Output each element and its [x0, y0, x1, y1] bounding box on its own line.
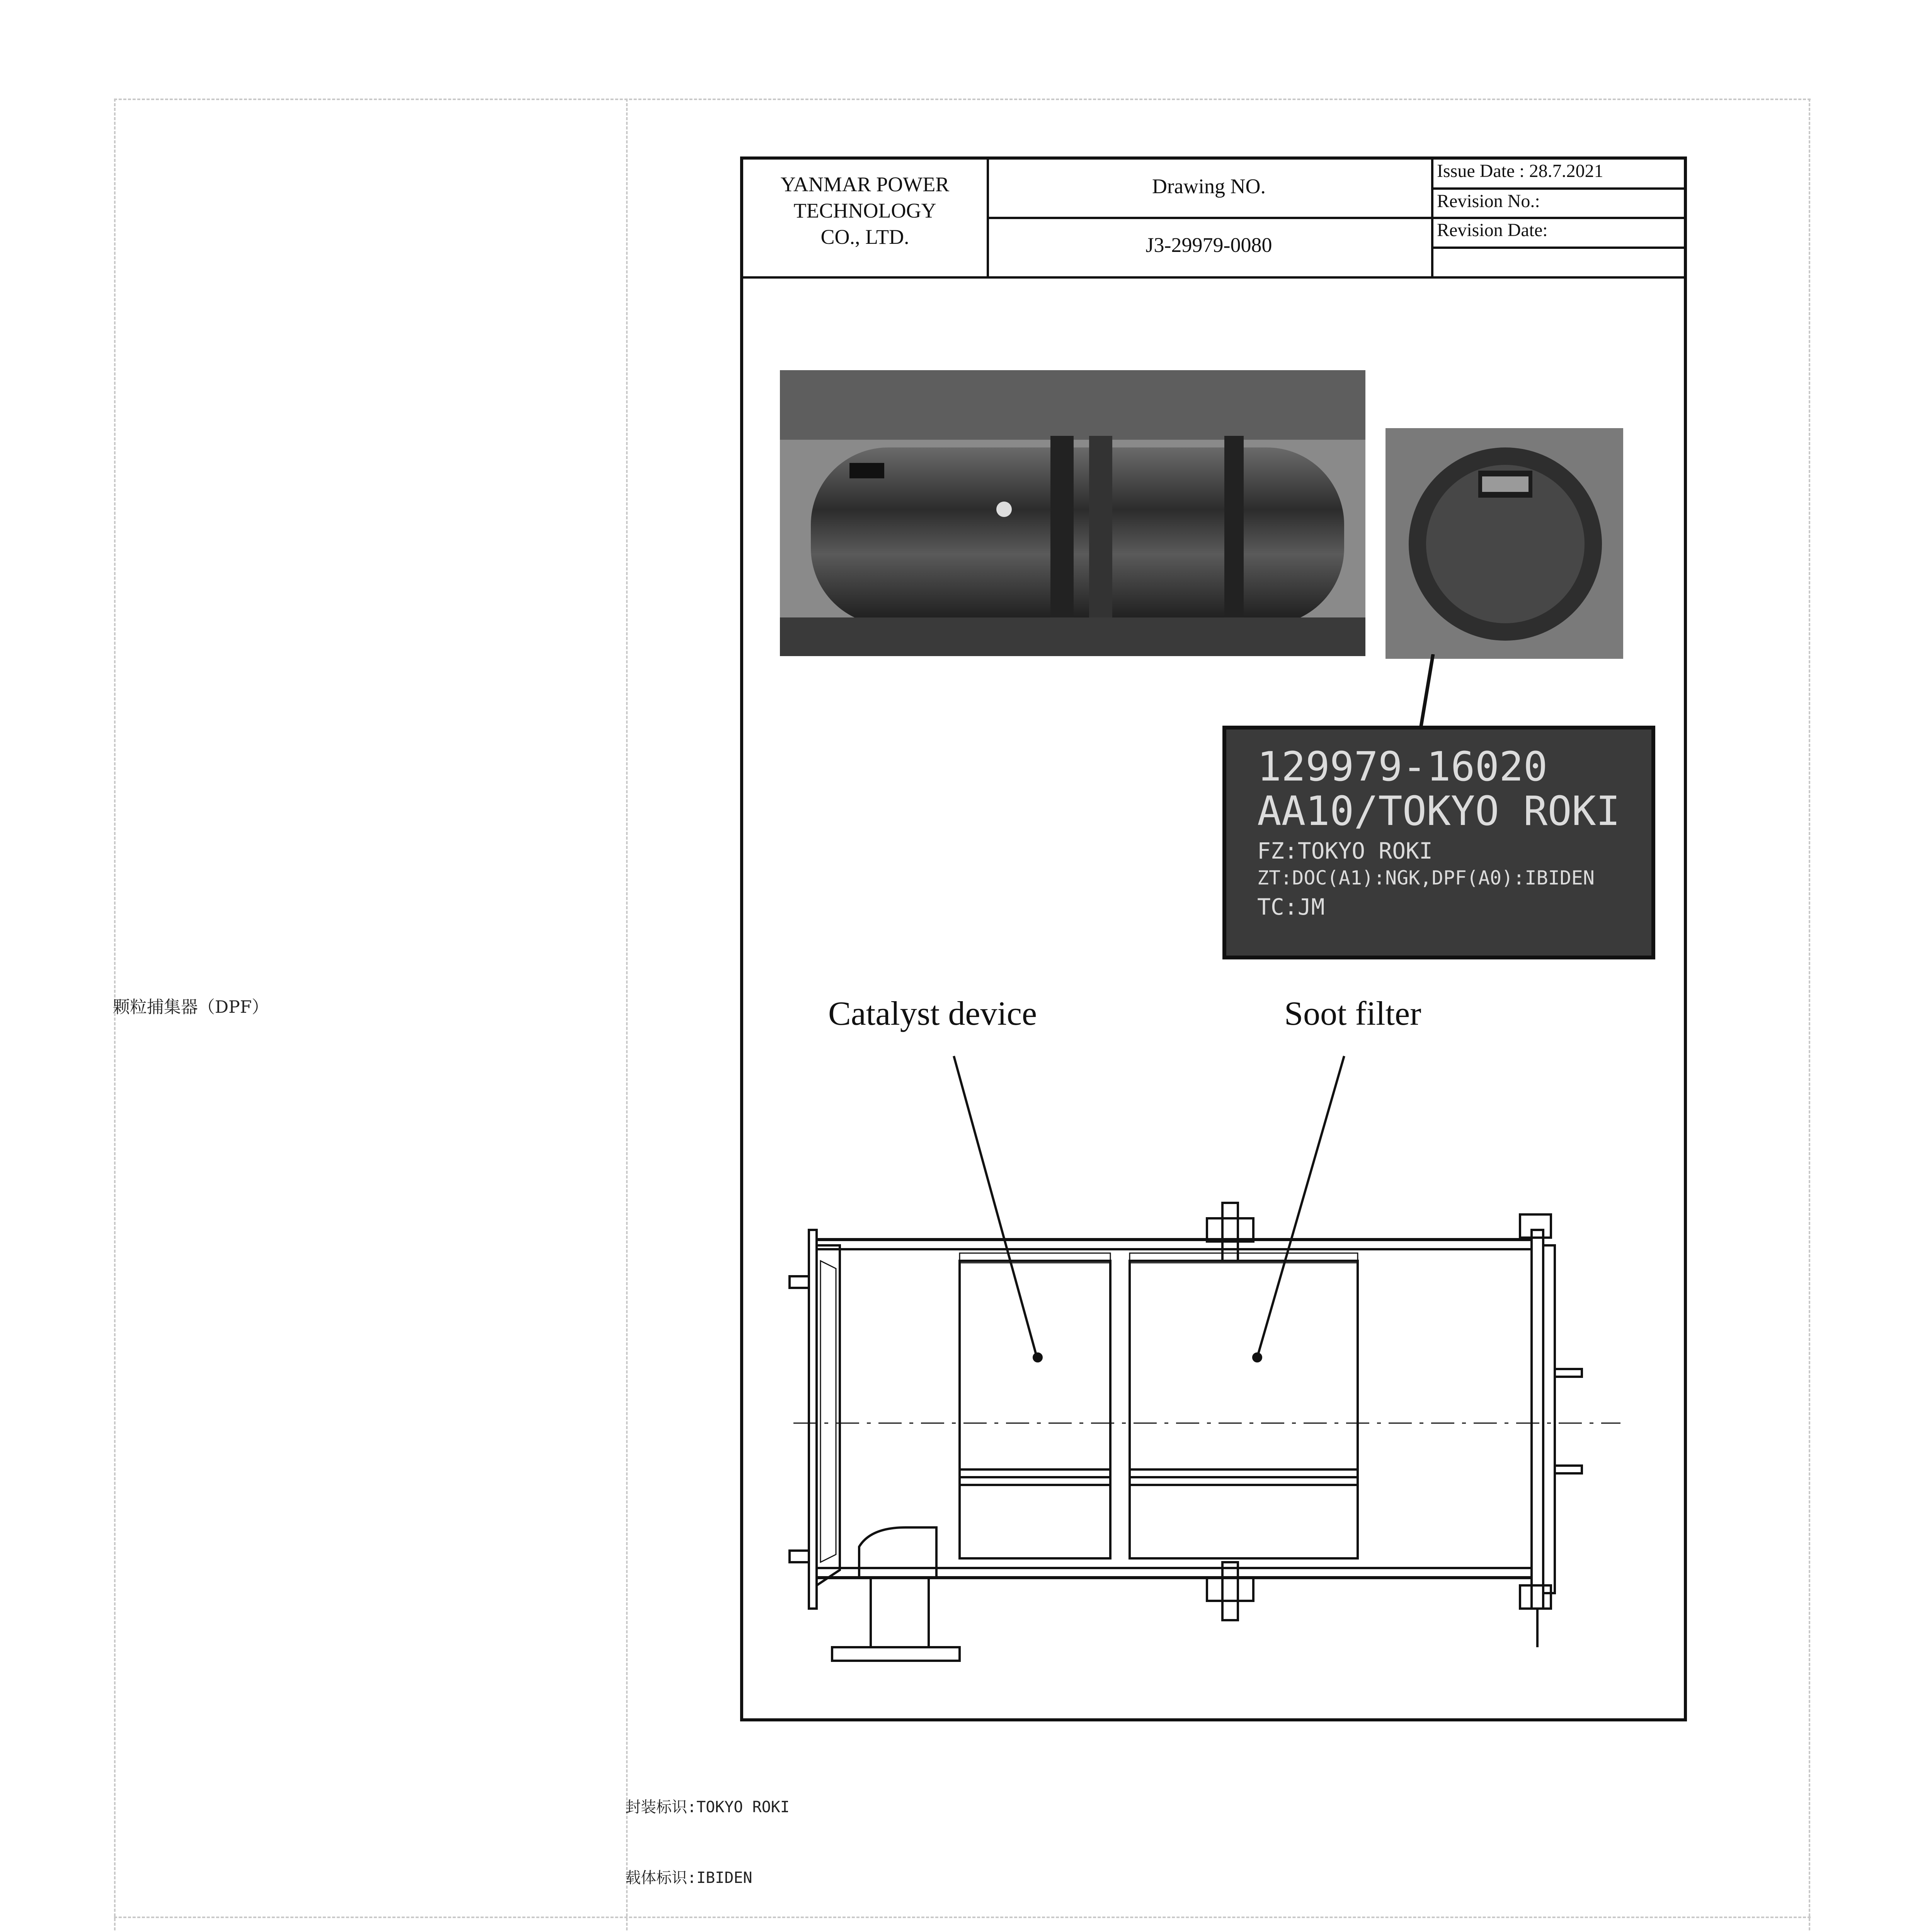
revision-no: Revision No.:	[1437, 191, 1540, 211]
dpf-photo-end	[1386, 428, 1623, 659]
table-border-right	[1809, 99, 1810, 1932]
title-block-bottom-line	[743, 276, 1684, 279]
drawing-no-label: Drawing NO.	[1152, 175, 1266, 198]
drawing-sheet	[740, 156, 1687, 1721]
catalyst-device-callout: Catalyst device	[828, 995, 1037, 1032]
company-line-3: CO., LTD.	[820, 225, 909, 248]
title-block-rev-line-2	[1431, 217, 1684, 219]
plate-line-5: TC:JM	[1257, 894, 1325, 920]
title-block-mid-line	[987, 217, 1431, 219]
table-border-top	[114, 99, 1811, 100]
company-name	[743, 171, 987, 250]
package-mark-label: 封装标识:TOKYO ROKI	[625, 1798, 790, 1816]
plate-line-4: ZT:DOC(A1):NGK,DPF(A0):IBIDEN	[1257, 867, 1595, 889]
plate-line-2: AA10/TOKYO ROKI	[1257, 787, 1620, 835]
dpf-cross-section	[743, 1029, 1684, 1725]
dpf-label: 颗粒捕集器（DPF）	[113, 997, 269, 1017]
issue-date: Issue Date : 28.7.2021	[1437, 161, 1603, 181]
dpf-photo-side	[780, 370, 1365, 656]
title-block-rev-line-3	[1431, 247, 1684, 249]
plate-line-3: FZ:TOKYO ROKI	[1257, 838, 1433, 864]
marking-plate	[1222, 726, 1655, 959]
company-line-1: YANMAR POWER	[780, 173, 950, 196]
drawing-number: J3-29979-0080	[1146, 233, 1272, 257]
table-column-divider	[626, 99, 628, 1932]
soot-filter-callout: Soot filter	[1284, 995, 1421, 1032]
plate-line-1: 129979-16020	[1257, 743, 1548, 790]
title-block-rev-line-1	[1431, 187, 1684, 190]
company-line-2: TECHNOLOGY	[793, 199, 936, 222]
revision-date: Revision Date:	[1437, 220, 1548, 240]
table-border-mid	[114, 1917, 1811, 1918]
substrate-mark-label: 载体标识:IBIDEN	[625, 1869, 752, 1887]
